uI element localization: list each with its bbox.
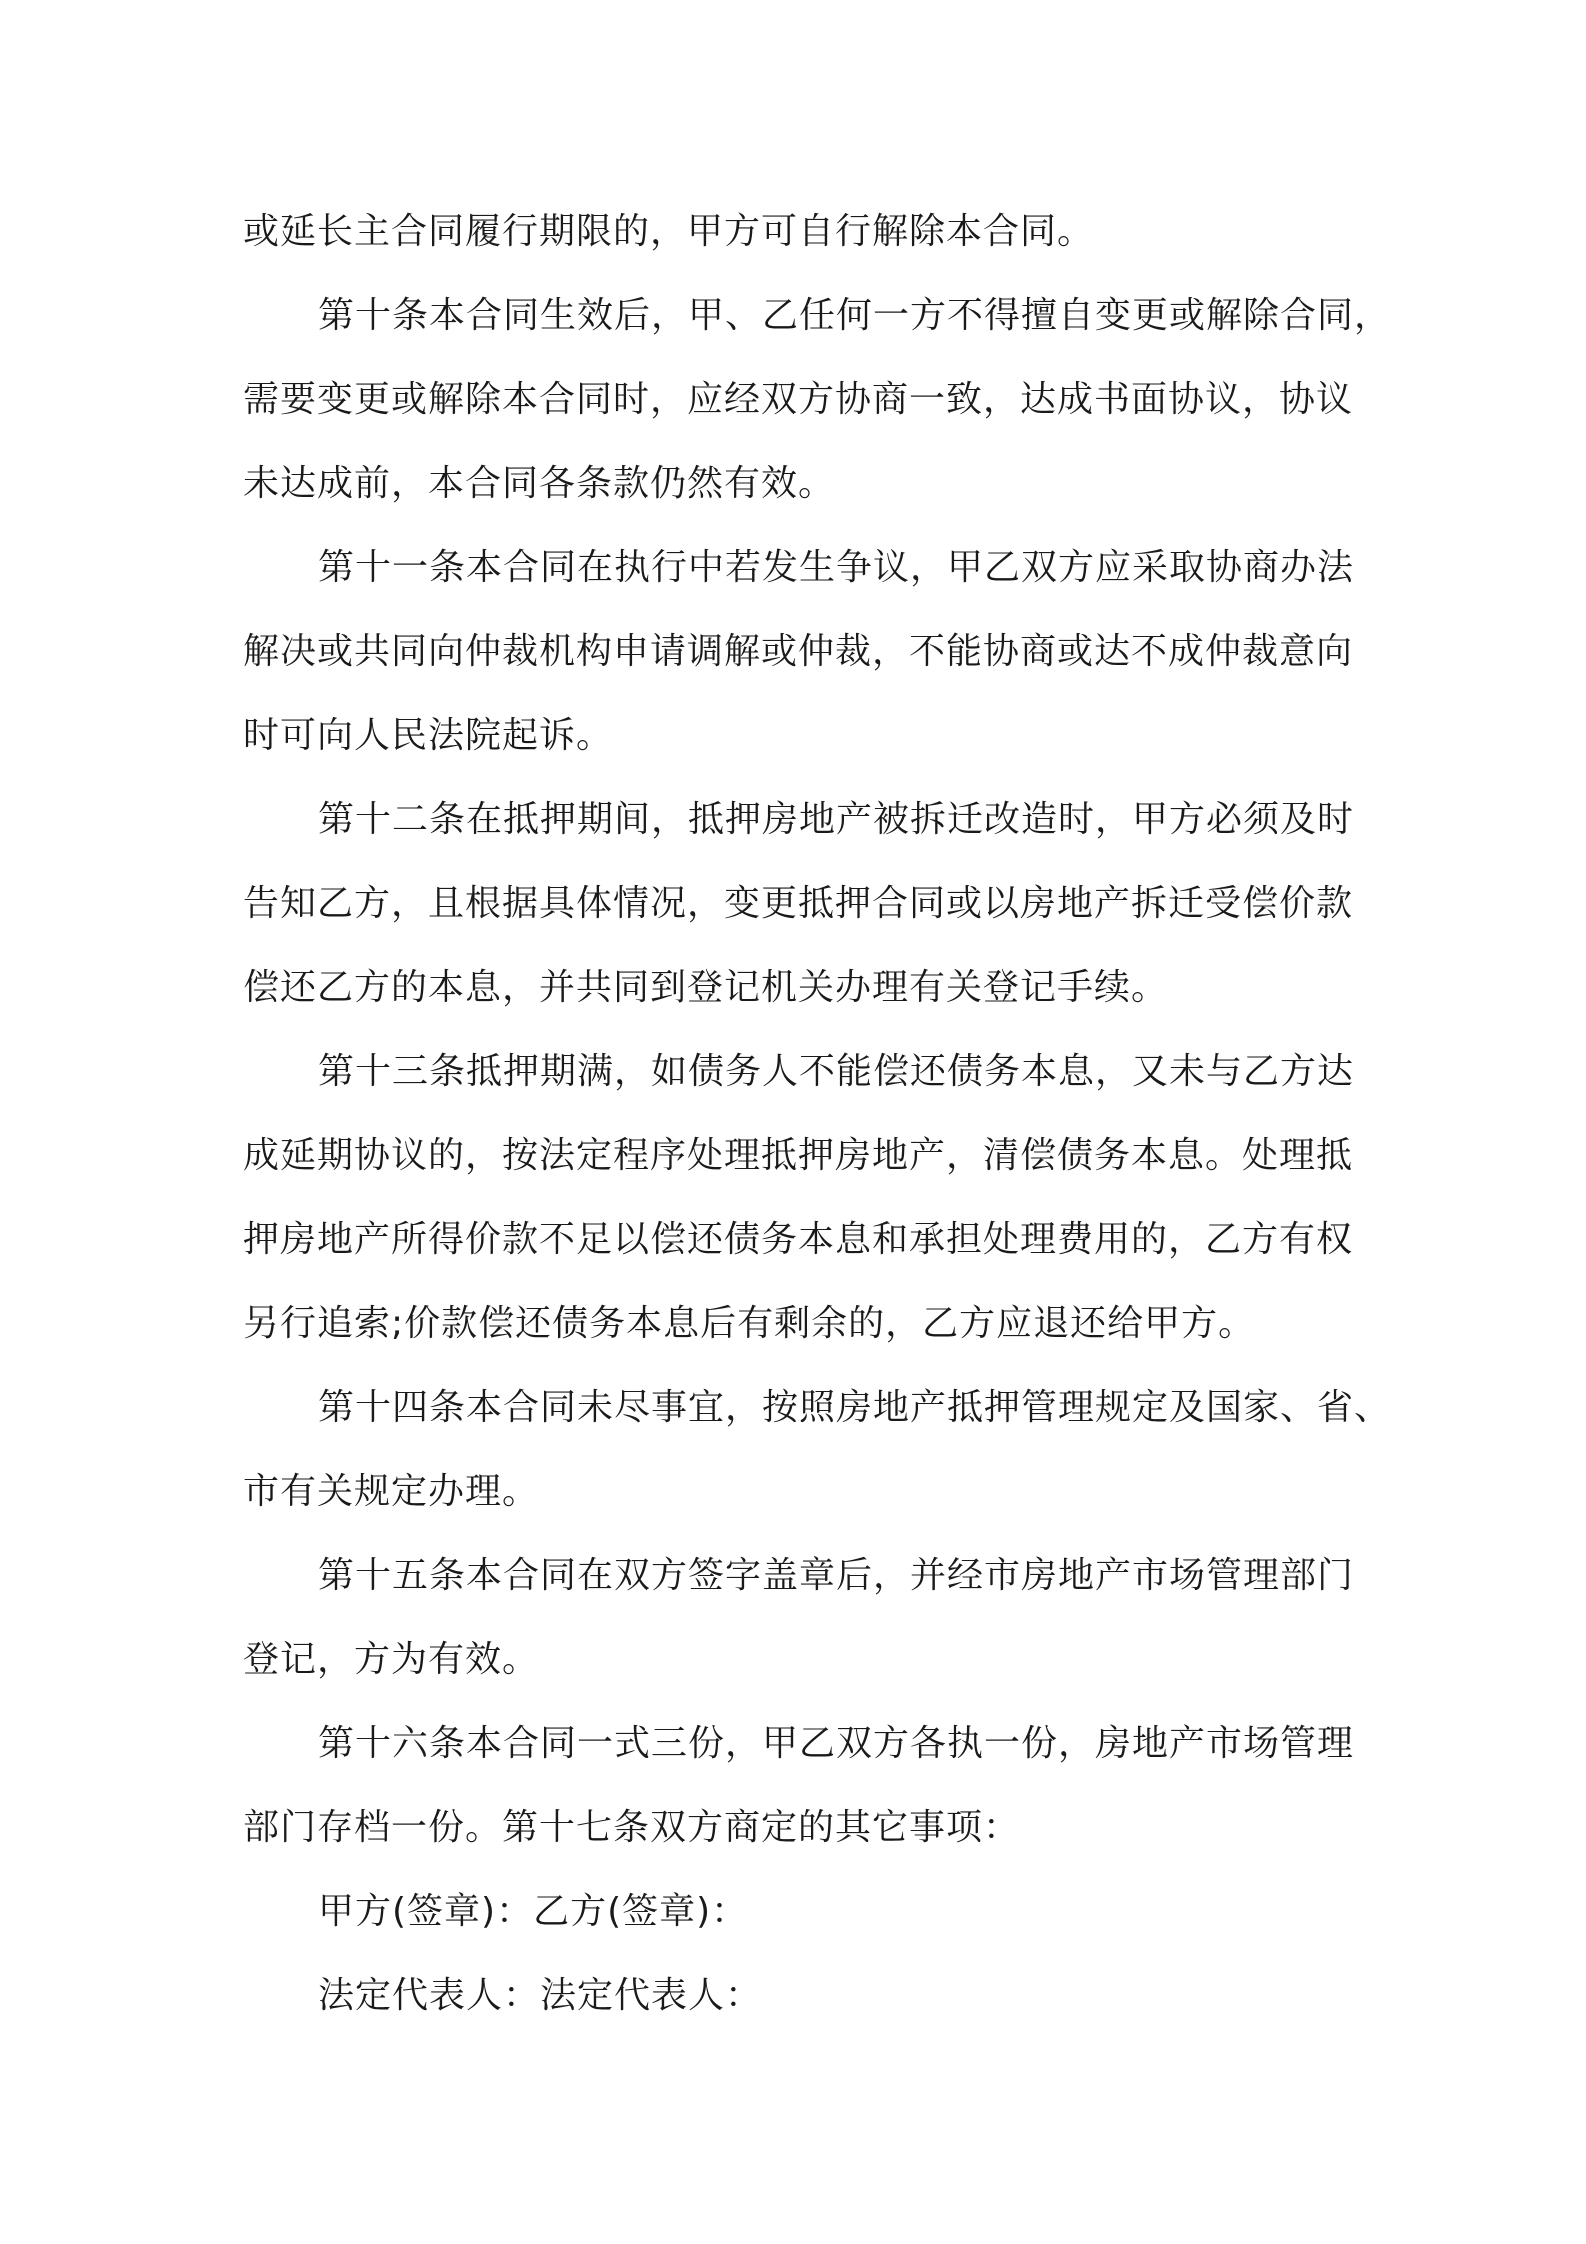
text-line: 时可向人民法院起诉。 — [243, 715, 614, 756]
document-body — [243, 190, 1392, 2038]
text-line: 告知乙方，且根据具体情况，变更抵押合同或以房地产拆迁受偿价款 — [243, 883, 1354, 924]
text-line: 或延长主合同履行期限的，甲方可自行解除本合同。 — [243, 211, 1095, 252]
text-line: 偿还乙方的本息，并共同到登记机关办理有关登记手续。 — [243, 967, 1169, 1008]
text-line: 押房地产所得价款不足以偿还债务本息和承担处理费用的，乙方有权 — [243, 1219, 1354, 1260]
text-line: 第十四条本合同未尽事宜，按照房地产抵押管理规定及国家、省、 — [318, 1387, 1392, 1428]
text-line: 需要变更或解除本合同时，应经双方协商一致，达成书面协议，协议 — [243, 379, 1354, 420]
text-line: 第十三条抵押期满，如债务人不能偿还债务本息，又未与乙方达 — [318, 1051, 1355, 1092]
text-line: 第十五条本合同在双方签字盖章后，并经市房地产市场管理部门 — [318, 1555, 1355, 1596]
text-line: 成延期协议的，按法定程序处理抵押房地产，清偿债务本息。处理抵 — [243, 1135, 1354, 1176]
text-line: 解决或共同向仲裁机构申请调解或仲裁，不能协商或达不成仲裁意向 — [243, 631, 1354, 672]
text-line: 第十一条本合同在执行中若发生争议，甲乙双方应采取协商办法 — [318, 547, 1355, 588]
text-line: 部门存档一份。第十七条双方商定的其它事项： — [243, 1807, 1021, 1848]
text-line: 未达成前，本合同各条款仍然有效。 — [243, 463, 836, 504]
text-line: 第十条本合同生效后，甲、乙任何一方不得擅自变更或解除合同， — [318, 295, 1392, 336]
signature-line: 甲方(签章)：乙方(签章)： — [318, 1891, 749, 1932]
text-line: 市有关规定办理。 — [243, 1471, 540, 1512]
text-line: 另行追索;价款偿还债务本息后有剩余的，乙方应退还给甲方。 — [243, 1303, 1256, 1344]
text-line: 登记，方为有效。 — [243, 1639, 540, 1680]
text-line: 第十二条在抵押期间，抵押房地产被拆迁改造时，甲方必须及时 — [318, 799, 1355, 840]
representative-line: 法定代表人：法定代表人： — [318, 1975, 763, 2016]
text-line: 第十六条本合同一式三份，甲乙双方各执一份，房地产市场管理 — [318, 1723, 1355, 1764]
